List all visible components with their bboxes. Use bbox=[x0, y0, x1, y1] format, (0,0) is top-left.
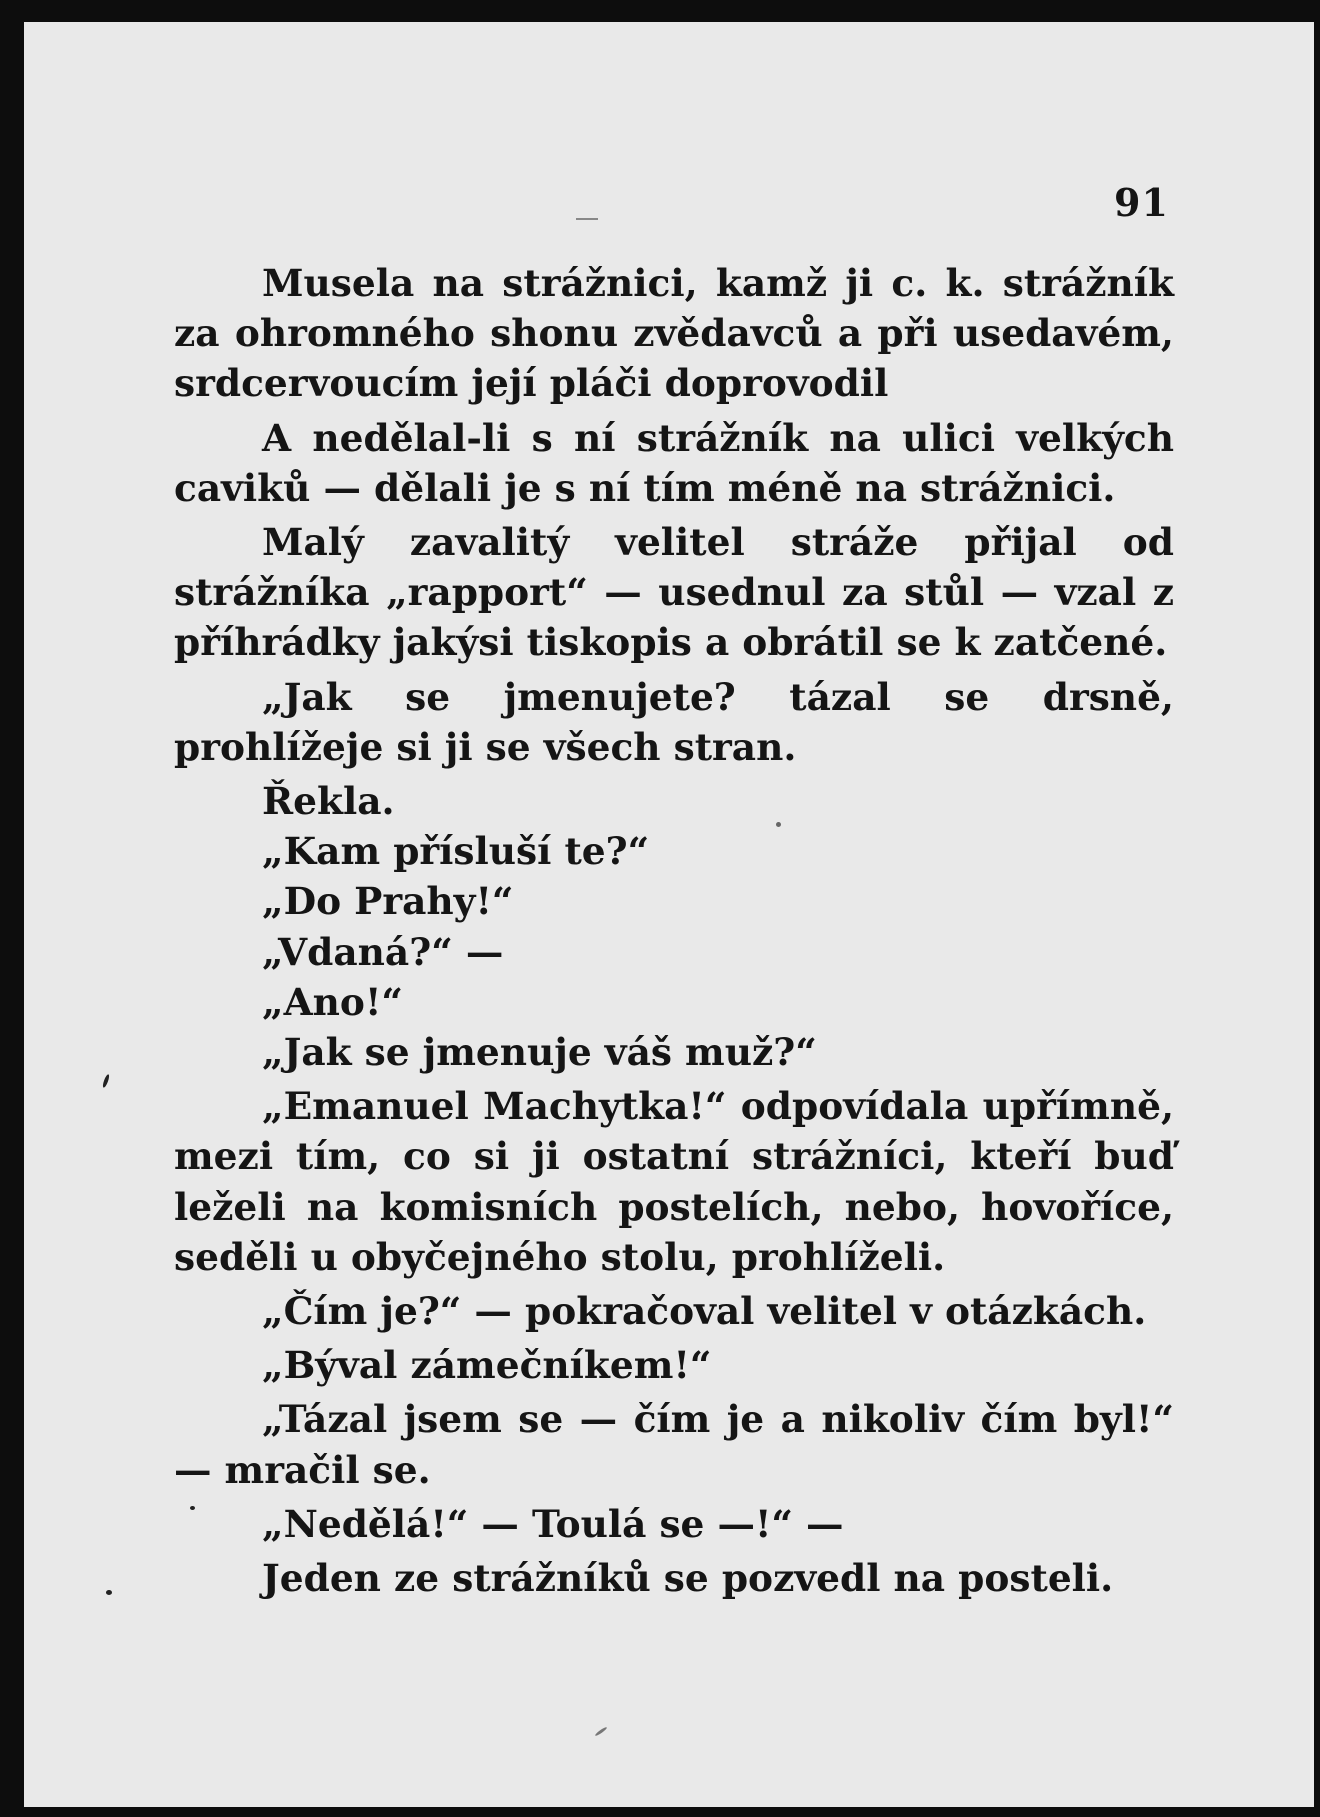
paragraph: „Jak se jmenujete? tázal se drsně, prohlížeje si ji se všech stran. bbox=[174, 674, 1174, 769]
paragraph: „Nedělá!“ — Toulá se —!“ — bbox=[262, 1501, 844, 1546]
print-speck bbox=[594, 1726, 607, 1736]
page-number: 91 bbox=[1114, 180, 1169, 225]
paragraph: „Emanuel Machytka!“ odpovídala upřímně, mezi tím, co si ji ostatní strážníci, kteří buď leželi na komisních postelích, nebo, hovoříce, seděli u obyčejného stolu, prohlíželi. bbox=[174, 1084, 1174, 1279]
paragraph: A nedělal-li s ní strážník na ulici velkých caviků — dělali je s ní tím méně na strážnici. bbox=[174, 415, 1174, 510]
print-speck bbox=[190, 1506, 195, 1510]
print-mark bbox=[576, 218, 598, 220]
paragraph: „Tázal jsem se — čím je a nikoliv čím byl!“ — mračil se. bbox=[174, 1397, 1174, 1492]
paragraph: „Do Prahy!“ bbox=[262, 879, 514, 924]
paragraph: „Býval zámečníkem!“ bbox=[262, 1343, 712, 1388]
paragraph: Malý zavalitý velitel stráže přijal od strážníka „rapport“ — usednul za stůl — vzal z příhrádky jakýsi tiskopis a obrátil se k zatčené. bbox=[174, 520, 1174, 665]
page-text bbox=[174, 258, 1174, 1603]
book-page bbox=[24, 22, 1314, 1807]
paragraph: „Jak se jmenuje váš muž?“ bbox=[262, 1030, 817, 1075]
paragraph: Jeden ze strážníků se pozvedl na posteli. bbox=[262, 1556, 1114, 1601]
paragraph: „Ano!“ bbox=[262, 979, 403, 1024]
paragraph: Řekla. bbox=[262, 779, 395, 824]
paragraph: „Čím je?“ — pokračoval velitel v otázkách. bbox=[262, 1289, 1147, 1334]
paragraph: Musela na strážnici, kamž ji c. k. strážník za ohromného shonu zvědavců a při usedavém, srdcervoucím její pláči doprovodil bbox=[174, 261, 1174, 406]
paragraph: „Kam přísluší te?“ bbox=[262, 829, 650, 874]
print-speck bbox=[102, 1074, 111, 1089]
paragraph: „Vdaná?“ — bbox=[262, 929, 504, 974]
print-speck bbox=[776, 822, 781, 827]
print-speck bbox=[106, 1590, 112, 1595]
